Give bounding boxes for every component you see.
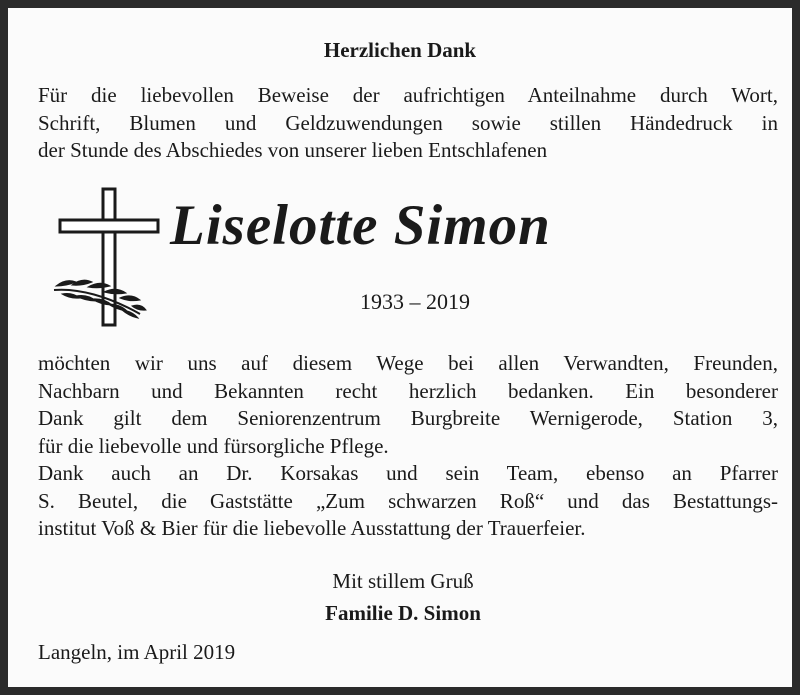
notice-title: Herzlichen Dank bbox=[323, 38, 477, 62]
place-and-date: Langeln, im April 2019 bbox=[38, 640, 236, 664]
body-line: für die liebevolle und fürsorgliche Pflege. bbox=[38, 433, 389, 458]
body-paragraph bbox=[38, 350, 778, 543]
closing-greeting: Mit stillem Gruß bbox=[332, 569, 474, 593]
life-years: 1933 – 2019 bbox=[360, 289, 470, 314]
body-line: institut Voß & Bier für die liebevolle Ausstattung der Trauerfeier. bbox=[38, 516, 586, 540]
body-line: Dank gilt dem Seniorenzentrum Burgbreite Wernigerode, Station 3, bbox=[38, 406, 778, 430]
intro-line: der Stunde des Abschiedes von unserer lieben Entschlafenen bbox=[38, 138, 548, 162]
intro-line: Für die liebevollen Beweise der aufrichtigen Anteilnahme durch Wort, bbox=[38, 83, 778, 107]
body-line: S. Beutel, die Gaststätte „Zum schwarzen Roß“ und das Bestattungs- bbox=[38, 488, 778, 513]
body-line: möchten wir uns auf diesem Wege bei allen Verwandten, Freunden, bbox=[38, 351, 778, 375]
body-line: Dank auch an Dr. Korsakas und sein Team, ebenso an Pfarrer bbox=[38, 461, 778, 485]
body-line: Nachbarn und Bekannten recht herzlich bedanken. Ein besonderer bbox=[38, 378, 778, 403]
intro-line: Schrift, Blumen und Geldzuwendungen sowie stillen Händedruck in bbox=[38, 110, 778, 135]
intro-paragraph bbox=[38, 82, 778, 165]
signature-family: Familie D. Simon bbox=[325, 601, 481, 625]
deceased-name: Liselotte Simon bbox=[170, 194, 551, 257]
